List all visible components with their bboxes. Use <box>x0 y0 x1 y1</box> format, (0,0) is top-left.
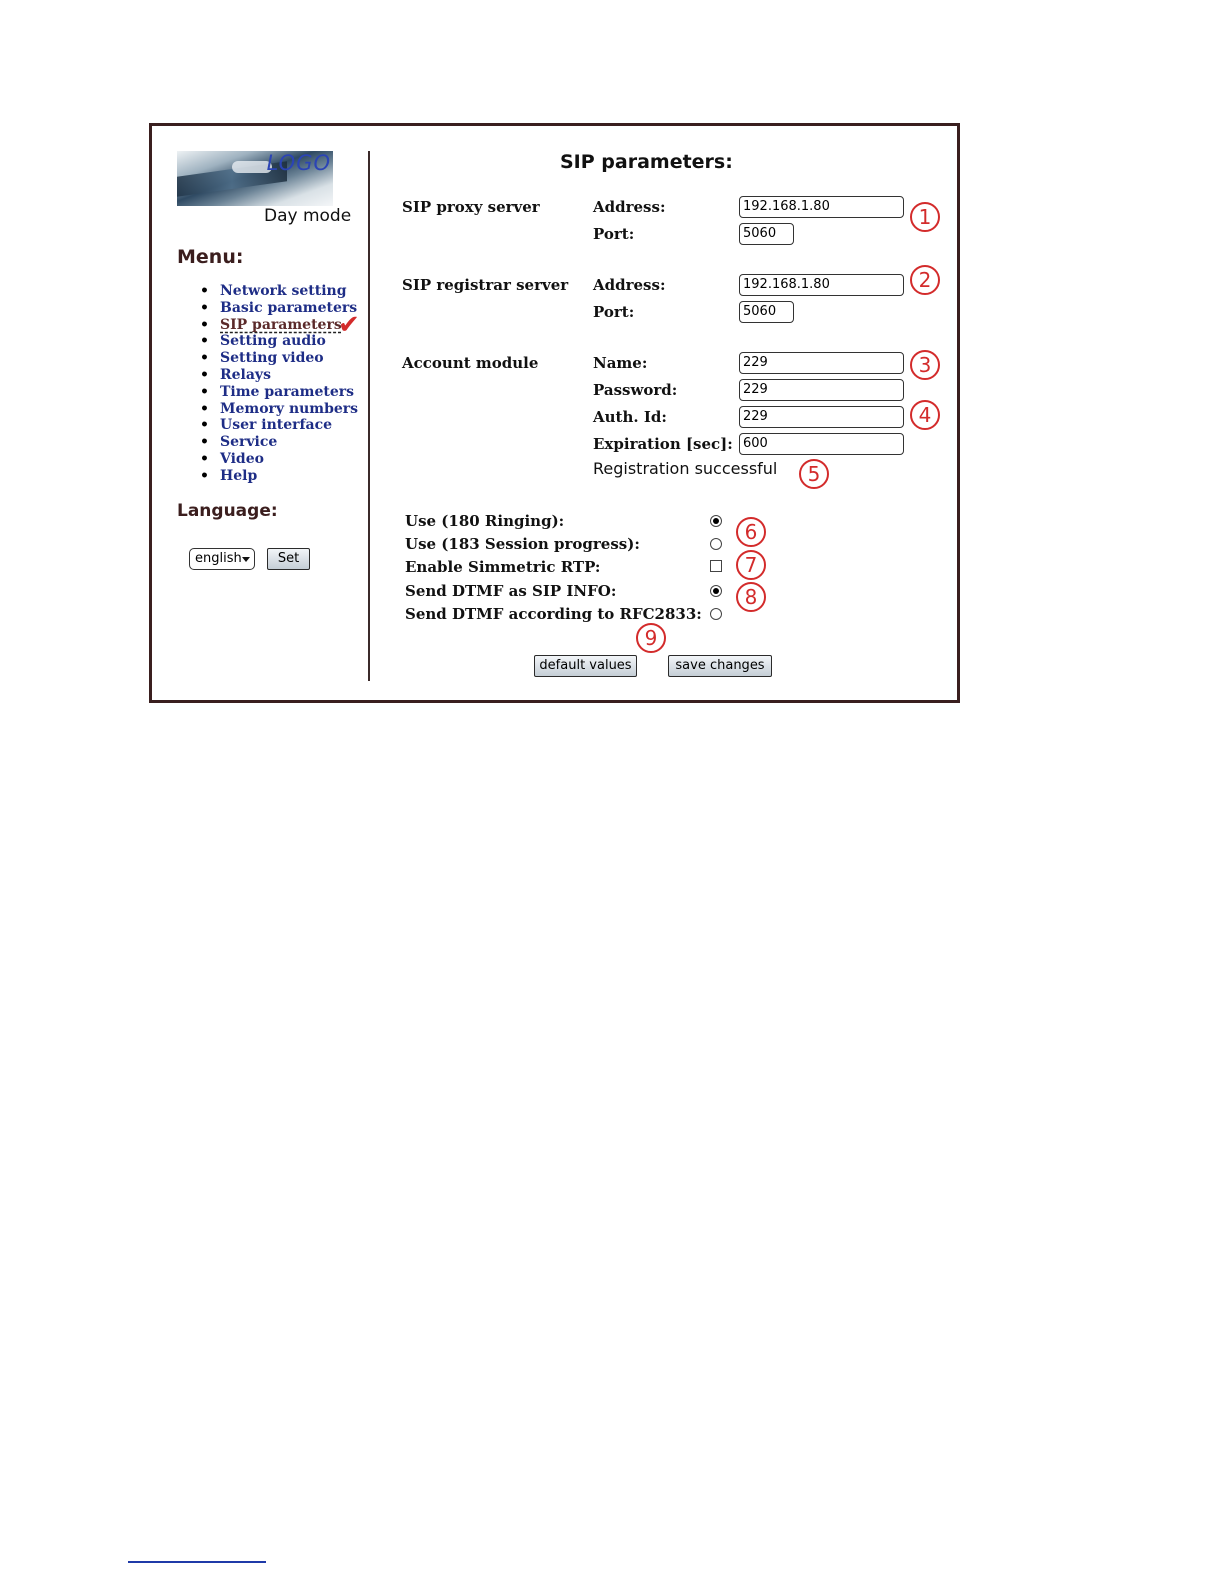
language-select-value: english <box>195 551 242 566</box>
checkmark-icon: ✔ <box>338 310 360 340</box>
callout-4: 4 <box>910 400 940 430</box>
proxy-address-input[interactable]: 192.168.1.80 <box>739 196 904 218</box>
option-dtmf-rfc2833-radio[interactable] <box>710 608 722 620</box>
proxy-address-label: Address: <box>593 198 666 216</box>
option-symmetric-rtp-checkbox[interactable] <box>710 560 722 572</box>
vertical-divider <box>368 151 370 681</box>
callout-3: 3 <box>910 350 940 380</box>
proxy-port-input[interactable]: 5060 <box>739 223 794 245</box>
registrar-port-input[interactable]: 5060 <box>739 301 794 323</box>
callout-7: 7 <box>736 550 766 580</box>
proxy-section-label: SIP proxy server <box>402 198 540 216</box>
option-180-ringing-radio[interactable] <box>710 515 722 527</box>
option-dtmf-sip-info-label: Send DTMF as SIP INFO: <box>405 582 617 600</box>
page-title: SIP parameters: <box>560 151 733 173</box>
option-180-ringing-label: Use (180 Ringing): <box>405 512 565 530</box>
dropdown-arrow-icon <box>242 557 250 562</box>
registration-status: Registration successful <box>593 459 778 478</box>
registrar-address-input[interactable]: 192.168.1.80 <box>739 274 904 296</box>
menu-item-video[interactable]: • Video <box>200 451 358 468</box>
menu-item-network-setting[interactable]: • Network setting <box>200 283 358 300</box>
account-expiration-input[interactable]: 600 <box>739 433 904 455</box>
registrar-port-label: Port: <box>593 303 635 321</box>
account-section-label: Account module <box>402 354 539 372</box>
callout-6: 6 <box>736 517 766 547</box>
save-changes-button[interactable]: save changes <box>668 655 772 677</box>
option-183-session-label: Use (183 Session progress): <box>405 535 640 553</box>
menu-item-sip-parameters[interactable]: • SIP parameters <box>200 317 358 334</box>
account-name-label: Name: <box>593 354 648 372</box>
account-auth-input[interactable]: 229 <box>739 406 904 428</box>
menu-item-service[interactable]: • Service <box>200 434 358 451</box>
option-dtmf-rfc2833-label: Send DTMF according to RFC2833: <box>405 605 702 623</box>
logo-text: LOGO <box>266 151 331 175</box>
menu-item-setting-audio[interactable]: • Setting audio <box>200 333 358 350</box>
account-password-label: Password: <box>593 381 678 399</box>
account-auth-label: Auth. Id: <box>593 408 667 426</box>
menu-item-setting-video[interactable]: • Setting video <box>200 350 358 367</box>
menu-item-relays[interactable]: • Relays <box>200 367 358 384</box>
bottom-link-underline <box>128 1561 266 1563</box>
option-183-session-radio[interactable] <box>710 538 722 550</box>
callout-8: 8 <box>736 582 766 612</box>
registrar-address-label: Address: <box>593 276 666 294</box>
default-values-button[interactable]: default values <box>534 655 637 677</box>
registrar-section-label: SIP registrar server <box>402 276 569 294</box>
logo <box>177 151 333 206</box>
menu-item-user-interface[interactable]: • User interface <box>200 417 358 434</box>
language-select[interactable] <box>189 548 255 570</box>
callout-1: 1 <box>910 202 940 232</box>
option-dtmf-sip-info-radio[interactable] <box>710 585 722 597</box>
language-title: Language: <box>177 501 278 521</box>
menu-title: Menu: <box>177 246 244 268</box>
set-language-button[interactable]: Set <box>267 548 310 570</box>
option-symmetric-rtp-label: Enable Simmetric RTP: <box>405 558 601 576</box>
menu-item-time-parameters[interactable]: • Time parameters <box>200 384 358 401</box>
proxy-port-label: Port: <box>593 225 635 243</box>
menu-item-help[interactable]: • Help <box>200 468 358 485</box>
day-mode-label: Day mode <box>264 206 352 226</box>
menu-list <box>200 283 358 485</box>
account-name-input[interactable]: 229 <box>739 352 904 374</box>
account-expiration-label: Expiration [sec]: <box>593 435 733 453</box>
menu-item-basic-parameters[interactable]: • Basic parameters <box>200 300 358 317</box>
callout-2: 2 <box>910 265 940 295</box>
menu-item-memory-numbers[interactable]: • Memory numbers <box>200 401 358 418</box>
account-password-input[interactable]: 229 <box>739 379 904 401</box>
callout-5: 5 <box>799 459 829 489</box>
callout-9: 9 <box>636 623 666 653</box>
config-panel <box>149 123 960 703</box>
